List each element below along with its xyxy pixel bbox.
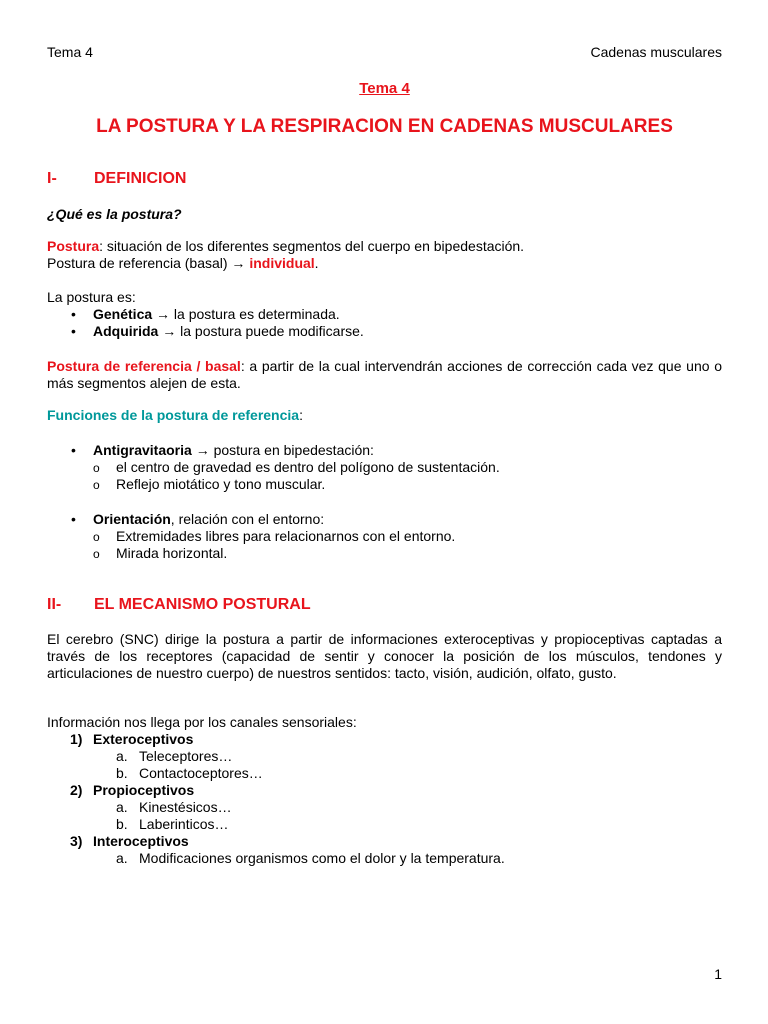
type-term: Genética [93, 306, 153, 322]
header-right: Cadenas musculares [590, 44, 722, 60]
question: ¿Qué es la postura? [47, 206, 182, 222]
channel-sub-list [93, 850, 722, 867]
funcion-desc: , relación con el entorno: [170, 511, 325, 527]
funcion-term: Orientación [93, 511, 171, 527]
funcion-term: Antigravitaoria [93, 442, 192, 458]
sub-item: o Mirada horizontal. [93, 545, 722, 562]
type-term: Adquirida [93, 323, 159, 339]
funciones-colon: : [299, 407, 303, 423]
sub-item [116, 765, 722, 782]
section-2-heading [47, 595, 311, 615]
sub-item [116, 816, 722, 833]
sub-letter: a. [116, 850, 128, 866]
tema-label: Tema 4 [359, 80, 410, 97]
basal-definition [47, 358, 722, 392]
channels-block [47, 714, 722, 867]
postura-def: : situación de los diferentes segmentos del cuerpo en bipedestación. [99, 238, 525, 254]
section-1-title: DEFINICION [94, 170, 187, 187]
channel-sub-list [93, 799, 722, 833]
page-title: LA POSTURA Y LA RESPIRACION EN CADENAS MUSCULARES [96, 116, 673, 137]
channel-name: Exteroceptivos [93, 731, 194, 747]
sub-item [116, 850, 722, 867]
list-item [47, 442, 722, 493]
channel-number: 3) [70, 833, 83, 849]
sub-text: Modificaciones organismos como el dolor y la temperatura. [139, 850, 505, 866]
section-1-heading [47, 169, 186, 189]
header-left: Tema 4 [47, 44, 93, 60]
funciones-list-2 [47, 511, 722, 562]
postura-term: Postura [47, 238, 100, 254]
sub-item: o Extremidades libres para relacionarnos con el entorno. [93, 528, 722, 545]
basal-def: : a partir de la cual intervendrán acciones de corrección cada vez que uno o más segmentos alejen de esta. [47, 358, 723, 391]
referencia-term: individual [249, 255, 315, 271]
sub-item [116, 799, 722, 816]
sub-list [93, 459, 722, 493]
running-header [47, 44, 722, 61]
sub-letter: a. [116, 748, 128, 764]
channels-intro: Información nos llega por los canales sensoriales: [47, 714, 357, 730]
list-item [47, 511, 722, 562]
type-desc: → la postura es determinada. [152, 306, 340, 322]
basal-term: Postura de referencia / basal [47, 358, 241, 374]
sub-letter: b. [116, 816, 128, 832]
sub-list [93, 528, 722, 562]
referencia-prefix: Postura de referencia (basal) → [47, 255, 250, 271]
section-1-number: I- [47, 170, 57, 187]
funcion-antigravitatoria [47, 442, 722, 493]
funcion-desc: → postura en bipedestación: [191, 442, 374, 458]
funciones-list-1 [47, 442, 722, 493]
channel-name: Interoceptivos [93, 833, 189, 849]
referencia-end: . [314, 255, 319, 271]
section-2-number: II- [47, 596, 62, 613]
list-item [47, 731, 722, 782]
sub-letter: a. [116, 799, 128, 815]
types-list [47, 306, 722, 340]
sub-item: o Reflejo miotático y tono muscular. [93, 476, 722, 493]
sub-letter: b. [116, 765, 128, 781]
type-desc: → la postura puede modificarse. [158, 323, 364, 339]
sub-text: Kinestésicos… [139, 799, 232, 815]
funciones-title: Funciones de la postura de referencia [47, 407, 300, 423]
list-item [47, 782, 722, 833]
list-item [47, 833, 722, 867]
section-2-title: EL MECANISMO POSTURAL [94, 596, 311, 613]
sub-text: Teleceptores… [139, 748, 233, 764]
la-postura-es: La postura es: [47, 289, 136, 305]
funcion-orientacion [47, 511, 722, 562]
channel-sub-list [93, 748, 722, 782]
channel-name: Propioceptivos [93, 782, 195, 798]
sub-text: Laberinticos… [139, 816, 229, 832]
sub-text: Contactoceptores… [139, 765, 263, 781]
document-page [47, 0, 722, 1024]
mecanismo-paragraph: El cerebro (SNC) dirige la postura a partir de informaciones exteroceptivas y propioceptivas captadas a través de los receptores (capacidad de sentir y conocer la posición de los músculos, tendones y articulaciones de nuestro cuerpo) de nuestros sentidos: tacto, visión, audición, olfato, gusto. [47, 631, 722, 681]
list-item [47, 323, 722, 340]
postura-types [47, 289, 722, 340]
list-item [47, 306, 722, 323]
sub-item [116, 748, 722, 765]
channels-list [47, 731, 722, 867]
funciones-heading [47, 407, 722, 424]
sub-item: o el centro de gravedad es dentro del polígono de sustentación. [93, 459, 722, 476]
page-number: 1 [714, 966, 722, 982]
channel-number: 2) [70, 782, 83, 798]
postura-definition [47, 238, 722, 272]
channel-number: 1) [70, 731, 83, 747]
